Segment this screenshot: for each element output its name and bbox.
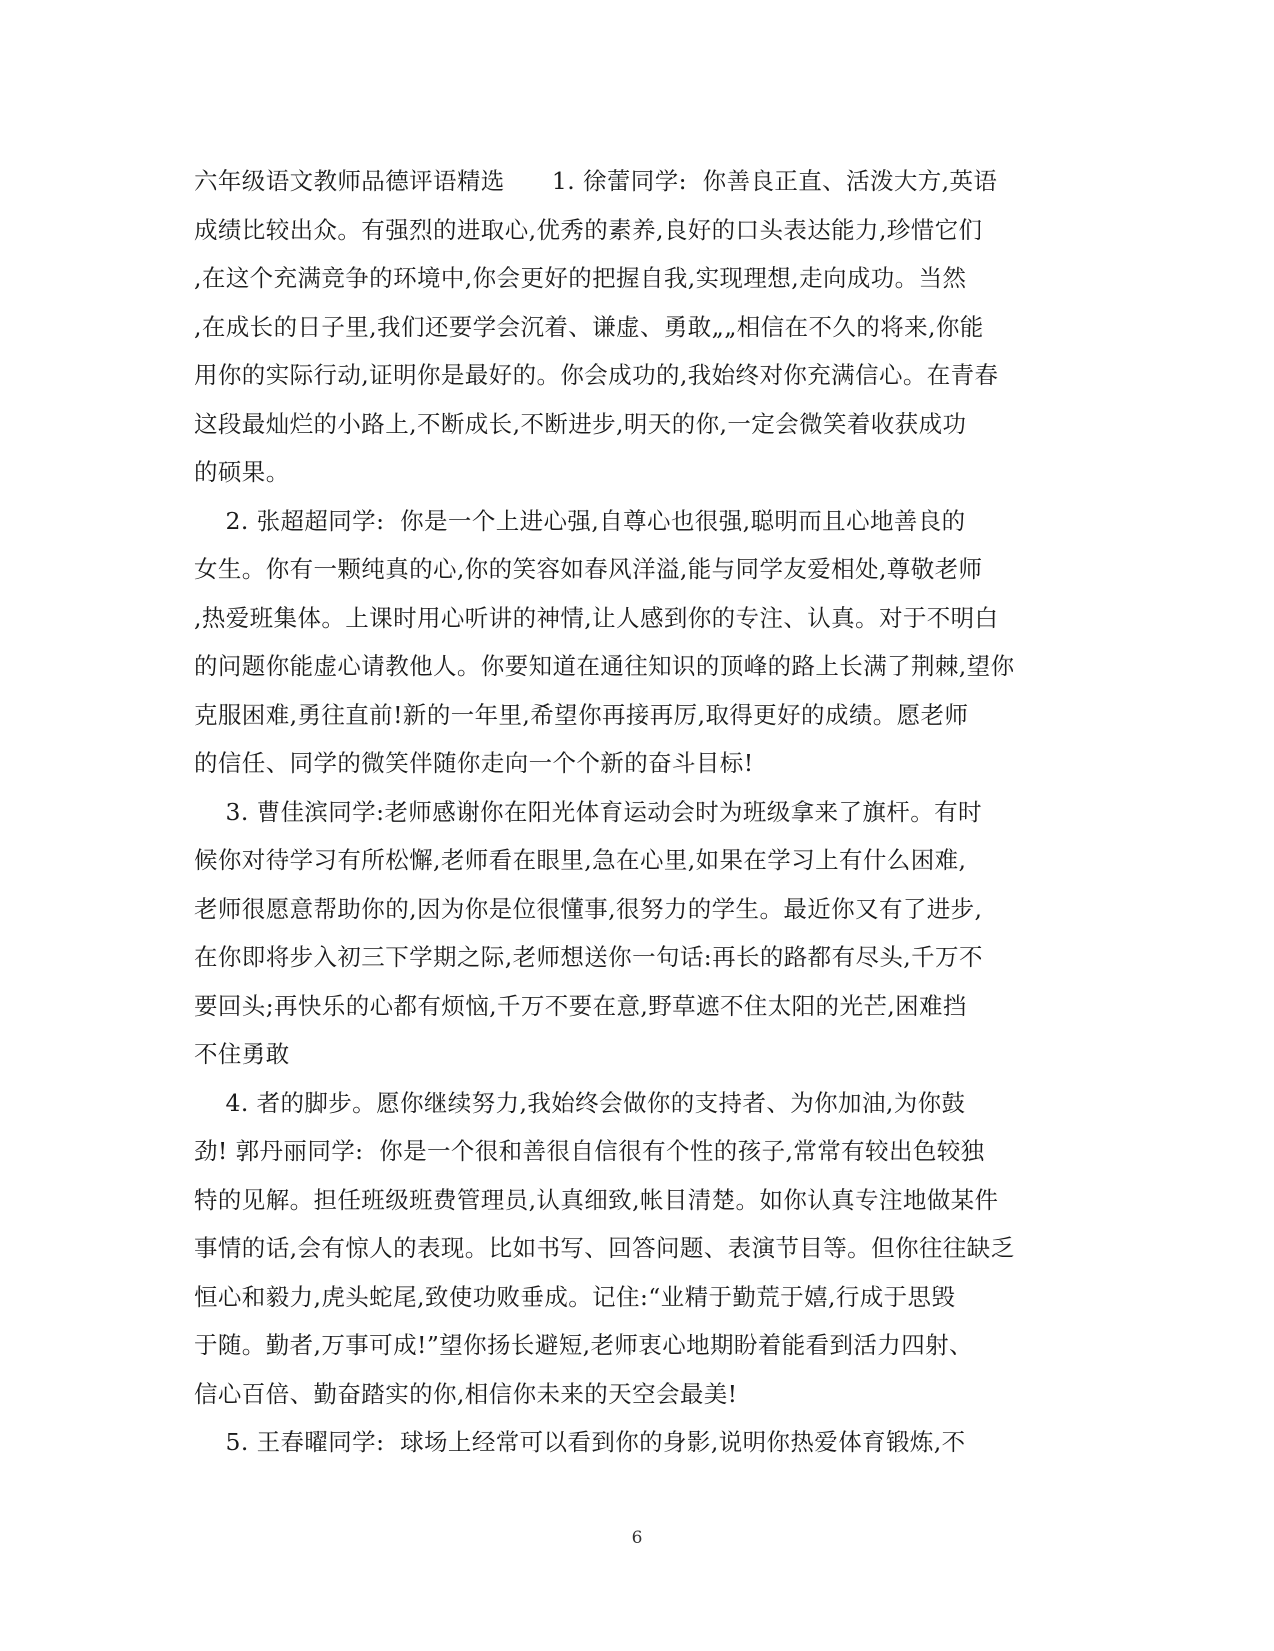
text-line: 要回头;再快乐的心都有烦恼,千万不要在意,野草遮不住太阳的光芒,困难挡	[194, 991, 967, 1020]
text-line: 不住勇敢	[194, 1040, 290, 1068]
text-line: 老师很愿意帮助你的,因为你是位很懂事,很努力的学生。最近你又有了进步,	[194, 894, 983, 923]
text-line: 这段最灿烂的小路上,不断成长,不断进步,明天的你,一定会微笑着收获成功	[194, 409, 967, 438]
text-line: 特的见解。担任班级班费管理员,认真细致,帐目清楚。如你认真专注地做某件	[194, 1185, 999, 1214]
text-line: 2. 张超超同学: 你是一个上进心强,自尊心也很强,聪明而且心地善良的	[194, 506, 966, 535]
text-line: 克服困难,勇往直前!新的一年里,希望你再接再厉,取得更好的成绩。愿老师	[194, 700, 969, 729]
text-line: 事情的话,会有惊人的表现。比如书写、回答问题、表演节目等。但你往往缺乏	[194, 1234, 1015, 1262]
text-line: 女生。你有一颗纯真的心,你的笑容如春风洋溢,能与同学友爱相处,尊敬老师	[194, 555, 983, 583]
text-line: 劲! 郭丹丽同学: 你是一个很和善很自信很有个性的孩子,常常有较出色较独	[194, 1137, 985, 1165]
text-line: ,在这个充满竞争的环境中,你会更好的把握自我,实现理想,走向成功。当然	[194, 264, 967, 292]
page-number: 6	[631, 1528, 643, 1548]
text-line: 3. 曹佳滨同学:老师感谢你在阳光体育运动会时为班级拿来了旗杆。有时	[194, 797, 982, 826]
text-line: ,热爱班集体。上课时用心听讲的神情,让人感到你的专注、认真。对于不明白	[194, 603, 999, 632]
text-line: 用你的实际行动,证明你是最好的。你会成功的,我始终对你充满信心。在青春	[194, 361, 999, 389]
text-line: 的信任、同学的微笑伴随你走向一个个新的奋斗目标!	[194, 749, 754, 777]
text-line: 于随。勤者,万事可成!”望你扬长避短,老师衷心地期盼着能看到活力四射、	[194, 1331, 973, 1359]
document-body	[194, 157, 1074, 1467]
text-line: 六年级语文教师品德评语精选 1. 徐蕾同学: 你善良正直、活泼大方,英语	[194, 167, 998, 195]
text-line: ,在成长的日子里,我们还要学会沉着、谦虚、勇敢„„相信在不久的将来,你能	[194, 312, 984, 341]
text-line: 候你对待学习有所松懈,老师看在眼里,急在心里,如果在学习上有什么困难,	[194, 846, 967, 874]
text-line: 的问题你能虚心请教他人。你要知道在通往知识的顶峰的路上长满了荆棘,望你	[194, 652, 1015, 680]
text-line: 成绩比较出众。有强烈的进取心,优秀的素养,良好的口头表达能力,珍惜它们	[194, 215, 983, 244]
text-line: 的硕果。	[194, 458, 290, 486]
text-line: 信心百倍、勤奋踏实的你,相信你未来的天空会最美!	[194, 1379, 738, 1408]
text-line: 5. 王春曜同学: 球场上经常可以看到你的身影,说明你热爱体育锻炼,不	[194, 1428, 966, 1456]
text-line: 4. 者的脚步。愿你继续努力,我始终会做你的支持者、为你加油,为你鼓	[194, 1088, 966, 1117]
text-line: 在你即将步入初三下学期之际,老师想送你一句话:再长的路都有尽头,千万不	[194, 943, 983, 971]
text-line: 恒心和毅力,虎头蛇尾,致使功败垂成。记住:“业精于勤荒于嬉,行成于思毁	[194, 1282, 956, 1311]
